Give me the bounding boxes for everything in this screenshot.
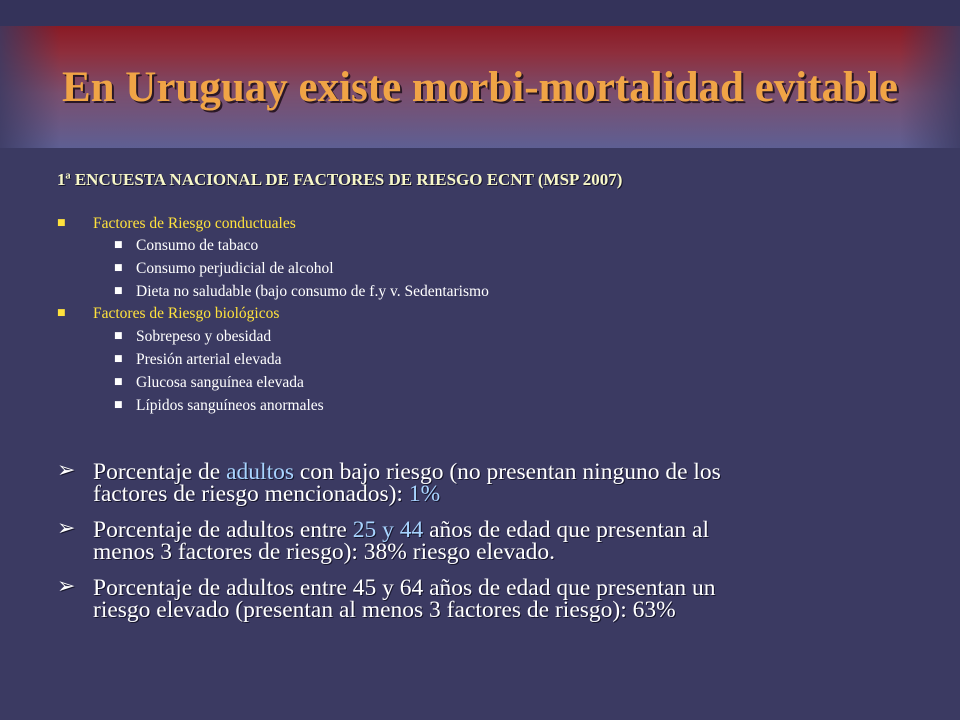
list-item-label: Consumo perjudicial de alcohol [136, 260, 334, 277]
list-item [114, 237, 259, 255]
category-biological [57, 305, 280, 323]
square-bullet-icon: ■ [114, 354, 123, 364]
category-label: Factores de Riesgo conductuales [93, 215, 296, 232]
square-bullet-icon: ■ [114, 331, 123, 341]
square-bullet-icon: ■ [114, 377, 123, 387]
list-item [114, 283, 489, 301]
square-bullet-icon: ■ [114, 400, 123, 410]
statement-low-risk: ➢ Porcentaje de adultos con bajo riesgo (no presentan ninguno de los factores de riesgo mencionados): 1% [57, 458, 721, 507]
slide-title: En Uruguay existe morbi-mortalidad evitable [61, 64, 899, 111]
arrow-bullet-icon: ➢ [57, 516, 76, 541]
list-item [114, 374, 304, 392]
top-strip [0, 0, 960, 26]
list-item-label: Consumo de tabaco [136, 237, 259, 254]
list-item-label: Sobrepeso y obesidad [136, 328, 272, 345]
list-item [114, 260, 334, 278]
arrow-bullet-icon: ➢ [57, 458, 76, 483]
statement-25-44: ➢ Porcentaje de adultos entre 25 y 44 años de edad que presentan al menos 3 factores de riesgo): 38% riesgo elevado. [57, 516, 710, 565]
square-bullet-icon: ■ [114, 263, 123, 273]
category-behavioral [57, 215, 296, 233]
square-bullet-icon: ■ [57, 218, 66, 228]
list-item-label: Lípidos sanguíneos anormales [136, 397, 324, 414]
category-label: Factores de Riesgo biológicos [93, 305, 280, 322]
arrow-bullet-icon: ➢ [57, 574, 76, 599]
list-item [114, 328, 272, 346]
list-item-label: Dieta no saludable (bajo consumo de f.y v. Sedentarismo [136, 283, 489, 300]
statement-45-64: ➢ Porcentaje de adultos entre 45 y 64 años de edad que presentan un riesgo elevado (presentan al menos 3 factores de riesgo): 63% [57, 574, 716, 623]
list-item [114, 351, 282, 369]
square-bullet-icon: ■ [57, 308, 66, 318]
square-bullet-icon: ■ [114, 286, 123, 296]
list-item-label: Glucosa sanguínea elevada [136, 374, 304, 391]
square-bullet-icon: ■ [114, 240, 123, 250]
list-item-label: Presión arterial elevada [136, 351, 282, 368]
survey-subtitle: 1ª ENCUESTA NACIONAL DE FACTORES DE RIESGO ECNT (MSP 2007) [57, 170, 623, 189]
list-item [114, 397, 324, 415]
